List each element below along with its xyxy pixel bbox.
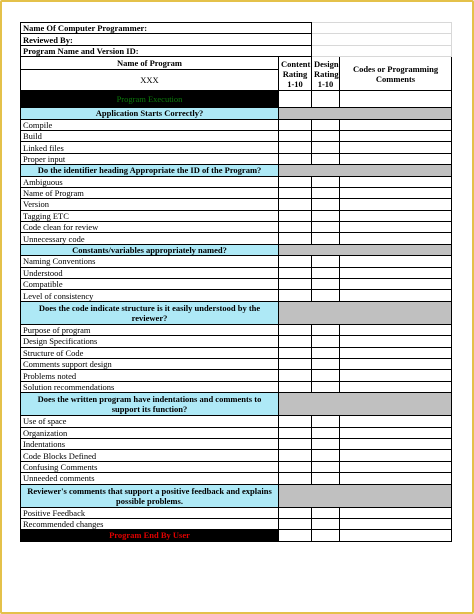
checklist-item-label: Comments support design	[21, 358, 279, 369]
checklist-item-label: Confusing Comments	[21, 461, 279, 472]
section-rating-shade	[279, 165, 452, 176]
section-rating-shade	[279, 484, 452, 507]
checklist-item-label: Tagging ETC	[21, 210, 279, 221]
checklist-item-label: Code Blocks Defined	[21, 450, 279, 461]
checklist-item-label: Naming Conventions	[21, 256, 279, 267]
name-of-program-header: Name of Program	[21, 57, 279, 70]
program-value[interactable]: XXX	[21, 70, 279, 91]
design-rating-cell[interactable]	[312, 187, 340, 198]
checklist-row	[21, 187, 452, 198]
content-rating-cell[interactable]	[279, 461, 312, 472]
content-rating-cell[interactable]	[279, 233, 312, 244]
checklist-row	[21, 473, 452, 484]
checklist-row	[21, 347, 452, 358]
comments-cell[interactable]	[340, 530, 452, 541]
content-rating-cell[interactable]	[279, 427, 312, 438]
checklist-row	[21, 130, 452, 141]
content-rating-cell[interactable]	[279, 507, 312, 518]
program-end-banner	[21, 530, 279, 541]
content-rating-line1: Content	[281, 58, 311, 69]
comments-cell[interactable]	[340, 290, 452, 301]
code-review-checklist	[20, 22, 452, 542]
comments-cell[interactable]	[340, 518, 452, 529]
comments-cell[interactable]	[340, 279, 452, 290]
comments-cell[interactable]	[340, 176, 452, 187]
comments-cell[interactable]	[340, 336, 452, 347]
design-rating-cell[interactable]	[312, 336, 340, 347]
reviewer-label: Reviewed By:	[21, 34, 312, 45]
comments-cell[interactable]	[340, 427, 452, 438]
checklist-row	[21, 176, 452, 187]
checklist-row	[21, 438, 452, 449]
design-rating-cell[interactable]	[312, 267, 340, 278]
program-execution-label: Program Execution	[116, 94, 183, 105]
checklist-row	[21, 370, 452, 381]
checklist-item-label: Level of consistency	[21, 290, 279, 301]
design-rating-cell[interactable]	[312, 473, 340, 484]
design-rating-cell[interactable]	[312, 142, 340, 153]
design-rating-cell[interactable]	[312, 347, 340, 358]
content-rating-cell[interactable]	[279, 279, 312, 290]
content-rating-cell[interactable]	[279, 199, 312, 210]
comments-cell[interactable]	[340, 153, 452, 164]
checklist-row	[21, 233, 452, 244]
design-rating-cell[interactable]	[312, 530, 340, 541]
comments-cell[interactable]	[340, 381, 452, 392]
comments-cell[interactable]	[340, 199, 452, 210]
section-rating-shade	[279, 301, 452, 324]
content-rating-cell[interactable]	[279, 450, 312, 461]
content-rating-line2: Rating	[282, 68, 308, 79]
content-rating-cell[interactable]	[279, 142, 312, 153]
comments-cell[interactable]	[340, 461, 452, 472]
checklist-item-label: Ambiguous	[21, 176, 279, 187]
checklist-item-label: Design Specifications	[21, 336, 279, 347]
design-rating-cell[interactable]	[312, 119, 340, 130]
section-header-row	[21, 108, 452, 119]
section-header-row	[21, 165, 452, 176]
design-rating-cell[interactable]	[312, 222, 340, 233]
checklist-row	[21, 279, 452, 290]
program-id-label: Program Name and Version ID:	[21, 45, 312, 56]
checklist-row	[21, 324, 452, 335]
design-rating-cell[interactable]	[312, 279, 340, 290]
design-rating-cell[interactable]	[312, 324, 340, 335]
program-end-row	[21, 530, 452, 541]
content-rating-cell[interactable]	[279, 153, 312, 164]
checklist-row	[21, 427, 452, 438]
design-rating-cell[interactable]	[312, 176, 340, 187]
section-title: Application Starts Correctly?	[21, 108, 279, 119]
checklist-row	[21, 222, 452, 233]
content-rating-cell[interactable]	[279, 176, 312, 187]
checklist-item-label: Use of space	[21, 416, 279, 427]
content-rating-cell[interactable]	[279, 290, 312, 301]
design-rating-cell[interactable]	[312, 153, 340, 164]
reviewer-row	[21, 34, 452, 45]
design-rating-header	[312, 57, 340, 91]
checklist-item-label: Organization	[21, 427, 279, 438]
comments-cell[interactable]	[340, 256, 452, 267]
program-execution-row	[21, 91, 452, 108]
checklist-row	[21, 336, 452, 347]
checklist-row	[21, 507, 452, 518]
section-header-row	[21, 484, 452, 507]
comments-cell[interactable]	[340, 187, 452, 198]
checklist-row	[21, 381, 452, 392]
checklist-item-label: Structure of Code	[21, 347, 279, 358]
checklist-row	[21, 416, 452, 427]
checklist-item-label: Linked files	[21, 142, 279, 153]
comments-cell[interactable]	[340, 119, 452, 130]
column-header-row	[21, 57, 452, 70]
content-rating-cell[interactable]	[279, 370, 312, 381]
section-title: Does the written program have indentations and comments to support its function?	[21, 393, 279, 416]
checklist-item-label: Problems noted	[21, 370, 279, 381]
content-rating-cell[interactable]	[279, 210, 312, 221]
design-rating-cell[interactable]	[312, 256, 340, 267]
content-rating-cell[interactable]	[279, 222, 312, 233]
design-rating-line2: Rating	[314, 68, 339, 79]
design-rating-cell[interactable]	[312, 210, 340, 221]
checklist-row	[21, 153, 452, 164]
comments-cell[interactable]	[340, 324, 452, 335]
programmer-label: Name Of Computer Programmer:	[21, 23, 312, 34]
design-rating-cell[interactable]	[312, 130, 340, 141]
comments-header	[340, 57, 452, 91]
checklist-row	[21, 358, 452, 369]
design-rating-cell[interactable]	[312, 427, 340, 438]
section-rating-shade	[279, 244, 452, 255]
program-execution-banner	[21, 91, 279, 108]
design-rating-cell[interactable]	[312, 233, 340, 244]
design-rating-cell[interactable]	[312, 461, 340, 472]
comments-cell[interactable]	[340, 130, 452, 141]
checklist-item-label: Unnecessary code	[21, 233, 279, 244]
checklist-item-label: Indentations	[21, 438, 279, 449]
checklist-item-label: Compile	[21, 119, 279, 130]
content-rating-cell[interactable]	[279, 256, 312, 267]
programmer-row	[21, 23, 452, 34]
section-rating-shade	[279, 108, 452, 119]
design-rating-cell[interactable]	[312, 438, 340, 449]
content-rating-cell[interactable]	[279, 267, 312, 278]
comments-cell[interactable]	[340, 370, 452, 381]
comments-cell[interactable]	[340, 473, 452, 484]
content-rating-cell[interactable]	[279, 438, 312, 449]
design-rating-cell[interactable]	[312, 518, 340, 529]
comments-cell[interactable]	[340, 222, 452, 233]
content-rating-cell[interactable]	[279, 336, 312, 347]
checklist-item-label: Compatible	[21, 279, 279, 290]
content-rating-cell[interactable]	[279, 130, 312, 141]
checklist-row	[21, 210, 452, 221]
design-rating-line1: Design	[314, 58, 339, 69]
checklist-item-label: Version	[21, 199, 279, 210]
design-rating-cell[interactable]	[312, 507, 340, 518]
section-title: Do the identifier heading Appropriate the ID of the Program?	[21, 165, 279, 176]
content-rating-cell[interactable]	[279, 347, 312, 358]
section-title: Does the code indicate structure is it easily understood by the reviewer?	[21, 301, 279, 324]
content-rating-cell[interactable]	[279, 119, 312, 130]
design-rating-cell[interactable]	[312, 381, 340, 392]
content-rating-cell[interactable]	[279, 518, 312, 529]
content-rating-cell[interactable]	[279, 381, 312, 392]
checklist-row	[21, 518, 452, 529]
content-rating-cell[interactable]	[279, 416, 312, 427]
checklist-row	[21, 119, 452, 130]
checklist-item-label: Unneeded comments	[21, 473, 279, 484]
design-rating-cell[interactable]	[312, 450, 340, 461]
design-rating-cell[interactable]	[312, 358, 340, 369]
checklist-row	[21, 461, 452, 472]
content-rating-cell[interactable]	[279, 358, 312, 369]
section-header-row	[21, 301, 452, 324]
comments-cell[interactable]	[340, 507, 452, 518]
content-rating-line3: 1-10	[287, 78, 303, 89]
comments-cell[interactable]	[340, 347, 452, 358]
design-rating-cell[interactable]	[312, 199, 340, 210]
content-rating-cell[interactable]	[279, 187, 312, 198]
comments-line1: Codes or Programming	[352, 63, 439, 74]
section-rating-shade	[279, 393, 452, 416]
checklist-row	[21, 290, 452, 301]
design-rating-cell[interactable]	[312, 416, 340, 427]
comments-cell[interactable]	[340, 358, 452, 369]
checklist-row	[21, 450, 452, 461]
checklist-item-label: Solution recommendations	[21, 381, 279, 392]
program-id-row	[21, 45, 452, 56]
section-header-row	[21, 393, 452, 416]
checklist-item-label: Understood	[21, 267, 279, 278]
comments-cell[interactable]	[340, 267, 452, 278]
checklist-item-label: Name of Program	[21, 187, 279, 198]
design-rating-cell[interactable]	[312, 290, 340, 301]
comments-cell[interactable]	[340, 450, 452, 461]
program-end-label: Program End By User	[109, 530, 190, 541]
checklist-item-label: Code clean for review	[21, 222, 279, 233]
program-id-value-cell[interactable]	[312, 45, 452, 56]
comments-line2: Comments	[375, 73, 416, 84]
checklist-item-label: Positive Feedback	[21, 507, 279, 518]
comments-cell[interactable]	[340, 210, 452, 221]
reviewer-value-cell[interactable]	[312, 34, 452, 45]
comments-cell[interactable]	[340, 142, 452, 153]
checklist-row	[21, 256, 452, 267]
section-header-row	[21, 244, 452, 255]
comments-cell[interactable]	[340, 416, 452, 427]
section-title: Constants/variables appropriately named?	[21, 244, 279, 255]
checklist-item-label: Proper input	[21, 153, 279, 164]
design-rating-cell[interactable]	[312, 370, 340, 381]
design-rating-line3: 1-10	[317, 78, 334, 89]
comments-cell[interactable]	[340, 233, 452, 244]
checklist-row	[21, 267, 452, 278]
section-title: Reviewer's comments that support a positive feedback and explains possible problems.	[21, 484, 279, 507]
content-rating-header	[279, 57, 312, 91]
checklist-item-label: Purpose of program	[21, 324, 279, 335]
content-rating-cell[interactable]	[279, 530, 312, 541]
checklist-item-label: Recommended changes	[21, 518, 279, 529]
programmer-value-cell[interactable]	[312, 23, 452, 34]
checklist-row	[21, 142, 452, 153]
content-rating-cell[interactable]	[279, 324, 312, 335]
comments-cell[interactable]	[340, 438, 452, 449]
content-rating-cell[interactable]	[279, 473, 312, 484]
checklist-item-label: Build	[21, 130, 279, 141]
checklist-row	[21, 199, 452, 210]
